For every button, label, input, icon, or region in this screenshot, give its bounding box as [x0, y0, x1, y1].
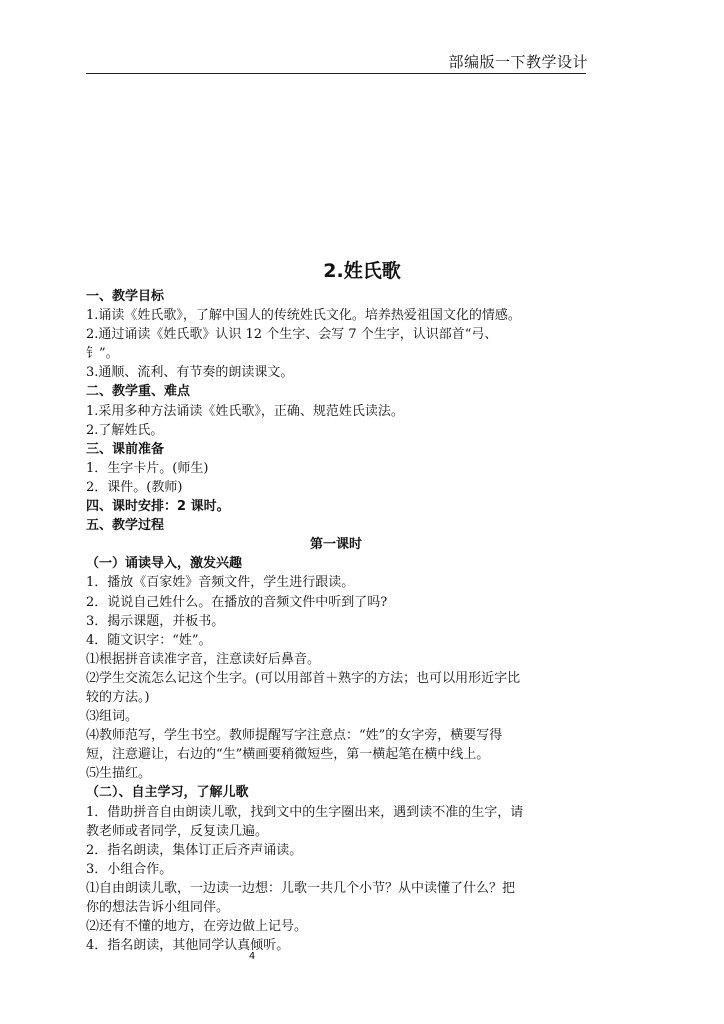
paragraph-line: 较的方法。) — [86, 689, 150, 705]
section-heading: （二）、自主学习，了解儿歌 — [86, 785, 249, 801]
paragraph-line: 2.通过诵读《姓氏歌》认识 12 个生字、会写 7 个生字，认识部首“弓、 — [86, 327, 498, 343]
lesson-heading: 第一课时 — [309, 537, 362, 553]
paragraph-line: 1．生字卡片。(师生) — [86, 460, 209, 476]
paragraph-line: 3．小组合作。 — [86, 861, 173, 877]
paragraph-line: 1.诵读《姓氏歌》，了解中国人的传统姓氏文化。培养热爱祖国文化的情感。 — [86, 308, 521, 324]
header-title: 部编版一下教学设计 — [448, 53, 588, 71]
section-heading: 四、课时安排：2 课时。 — [86, 499, 230, 515]
paragraph-line: 3．揭示课题，并板书。 — [86, 613, 225, 629]
paragraph-line: ⑴自由朗读儿歌，一边读一边想：儿歌一共几个小节？从中读懂了什么？把 — [86, 880, 516, 896]
paragraph-line: 2.了解姓氏。 — [86, 422, 164, 438]
paragraph-line: 你的想法告诉小组同伴。 — [86, 900, 230, 915]
paragraph-line: 短，注意避让，右边的“生”横画要稍微短些，第一横起笔在横中线上。 — [86, 747, 490, 763]
page-number: 4 — [248, 951, 256, 962]
paragraph-line: 2．指名朗读，集体订正后齐声诵读。 — [86, 842, 303, 858]
paragraph-line: ⑸生描红。 — [86, 766, 152, 782]
section-heading: （一）诵读导入，激发兴趣 — [86, 556, 243, 572]
paragraph-line: ⑴根据拼音读准字音，注意读好后鼻音。 — [86, 651, 321, 667]
paragraph-line: 4．随文识字：“姓”。 — [86, 632, 212, 648]
paragraph-line: 1．借助拼音自由朗读儿歌，找到文中的生字圈出来，遇到读不准的生字，请 — [86, 804, 524, 820]
document-body — [86, 287, 586, 955]
paragraph-line: 钅”。 — [86, 346, 119, 362]
paragraph-line: 1．播放《百家姓》音频文件，学生进行跟读。 — [86, 575, 355, 591]
section-heading: 一、教学目标 — [86, 289, 165, 304]
paragraph-line: 教老师或者同学，反复读几遍。 — [86, 823, 269, 839]
paragraph-line: ⑷教师范写，学生书空。教师提醒写字注意点：“姓”的女字旁，横要写得 — [86, 728, 503, 744]
section-heading: 二、教学重、难点 — [86, 384, 191, 400]
section-heading: 五、教学过程 — [86, 518, 165, 534]
document-title: 2.姓氏歌 — [323, 260, 401, 282]
paragraph-line: ⑵学生交流怎么记这个生字。(可以用部首＋熟字的方法；也可以用形近字比 — [86, 670, 521, 686]
section-heading: 三、课前准备 — [86, 441, 165, 457]
paragraph-line: 4．指名朗读，其他同学认真倾听。 — [86, 938, 290, 954]
paragraph-line: ⑶组词。 — [86, 709, 139, 725]
paragraph-line: ⑵还有不懂的地方，在旁边做上记号。 — [86, 919, 308, 935]
paragraph-line: 2．说说自己姓什么。在播放的音频文件中听到了吗? — [86, 594, 388, 610]
paragraph-line: 3.通顺、流利、有节奏的朗读课文。 — [86, 365, 294, 381]
paragraph-line: 2．课件。(教师) — [86, 479, 183, 495]
paragraph-line: 1.采用多种方法诵读《姓氏歌》，正确、规范姓氏读法。 — [86, 403, 404, 419]
header-divider — [86, 73, 586, 74]
